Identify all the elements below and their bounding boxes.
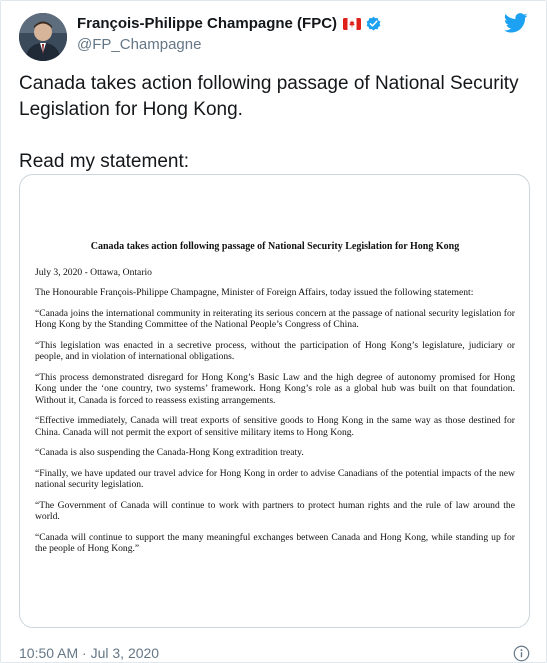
tweet-text-line: Read my statement: bbox=[19, 151, 190, 172]
statement-paragraph: “Canada is also suspending the Canada-Hong Kong extradition treaty. bbox=[35, 447, 304, 458]
avatar-photo-icon bbox=[19, 13, 67, 61]
statement-paragraph: “This process demonstrated disregard for Hong Kong’s Basic Law and the high degree of autonomy promised for Hong Kong under the ‘one country, two systems’ framework. Hong Kong’s role as a global hub was built on that foundation. Without it, Canada is forced to reassess existing arrangements. bbox=[35, 371, 515, 406]
statement-document bbox=[35, 241, 515, 564]
statement-paragraph: The Honourable François-Philippe Champagne, Minister of Foreign Affairs, today issued the following statement: bbox=[35, 287, 474, 298]
author-name[interactable] bbox=[77, 15, 382, 32]
statement-paragraph: “This legislation was enacted in a secretive process, without the participation of Hong Kong’s legislature, judiciary or people, and in violation of international obligations. bbox=[35, 339, 515, 362]
author-handle[interactable]: @FP_Champagne bbox=[77, 36, 202, 53]
info-icon[interactable] bbox=[513, 645, 530, 662]
statement-paragraph: “The Government of Canada will continue to work with partners to protect human rights and the rule of law around the world. bbox=[35, 499, 515, 522]
statement-paragraph: “Canada will continue to support the many meaningful exchanges between Canada and Hong Kong, while standing up for the people of Hong Kong.” bbox=[35, 531, 515, 554]
verified-badge-icon bbox=[365, 15, 382, 32]
attached-statement-image[interactable] bbox=[19, 174, 530, 628]
statement-paragraph: “Effective immediately, Canada will treat exports of sensitive goods to Hong Kong in the same way as those destined for China. Canada will not permit the export of sensitive military items to Hong Kong. bbox=[35, 415, 515, 438]
canada-flag-icon bbox=[343, 18, 361, 30]
statement-paragraph: “Finally, we have updated our travel advice for Hong Kong in order to advise Canadians of the potential impacts of the new national security legislation. bbox=[35, 467, 515, 490]
author-name-text[interactable]: François-Philippe Champagne (FPC) bbox=[77, 15, 338, 32]
statement-paragraph: “Canada joins the international community in reiterating its serious concern at the passage of national security legislation for Hong Kong by the Standing Committee of the National People’s Congress of China. bbox=[35, 307, 515, 330]
statement-paragraph: July 3, 2020 - Ottawa, Ontario bbox=[35, 266, 152, 278]
twitter-bird-icon[interactable] bbox=[504, 13, 528, 33]
statement-title: Canada takes action following passage of National Security Legislation for Hong Kong bbox=[90, 241, 460, 252]
tweet-timestamp[interactable]: 10:50 AM · Jul 3, 2020 bbox=[19, 645, 160, 661]
tweet-text-line: Canada takes action following passage of National Security Legislation for Hong Kong. bbox=[19, 73, 519, 120]
avatar[interactable] bbox=[19, 13, 67, 61]
